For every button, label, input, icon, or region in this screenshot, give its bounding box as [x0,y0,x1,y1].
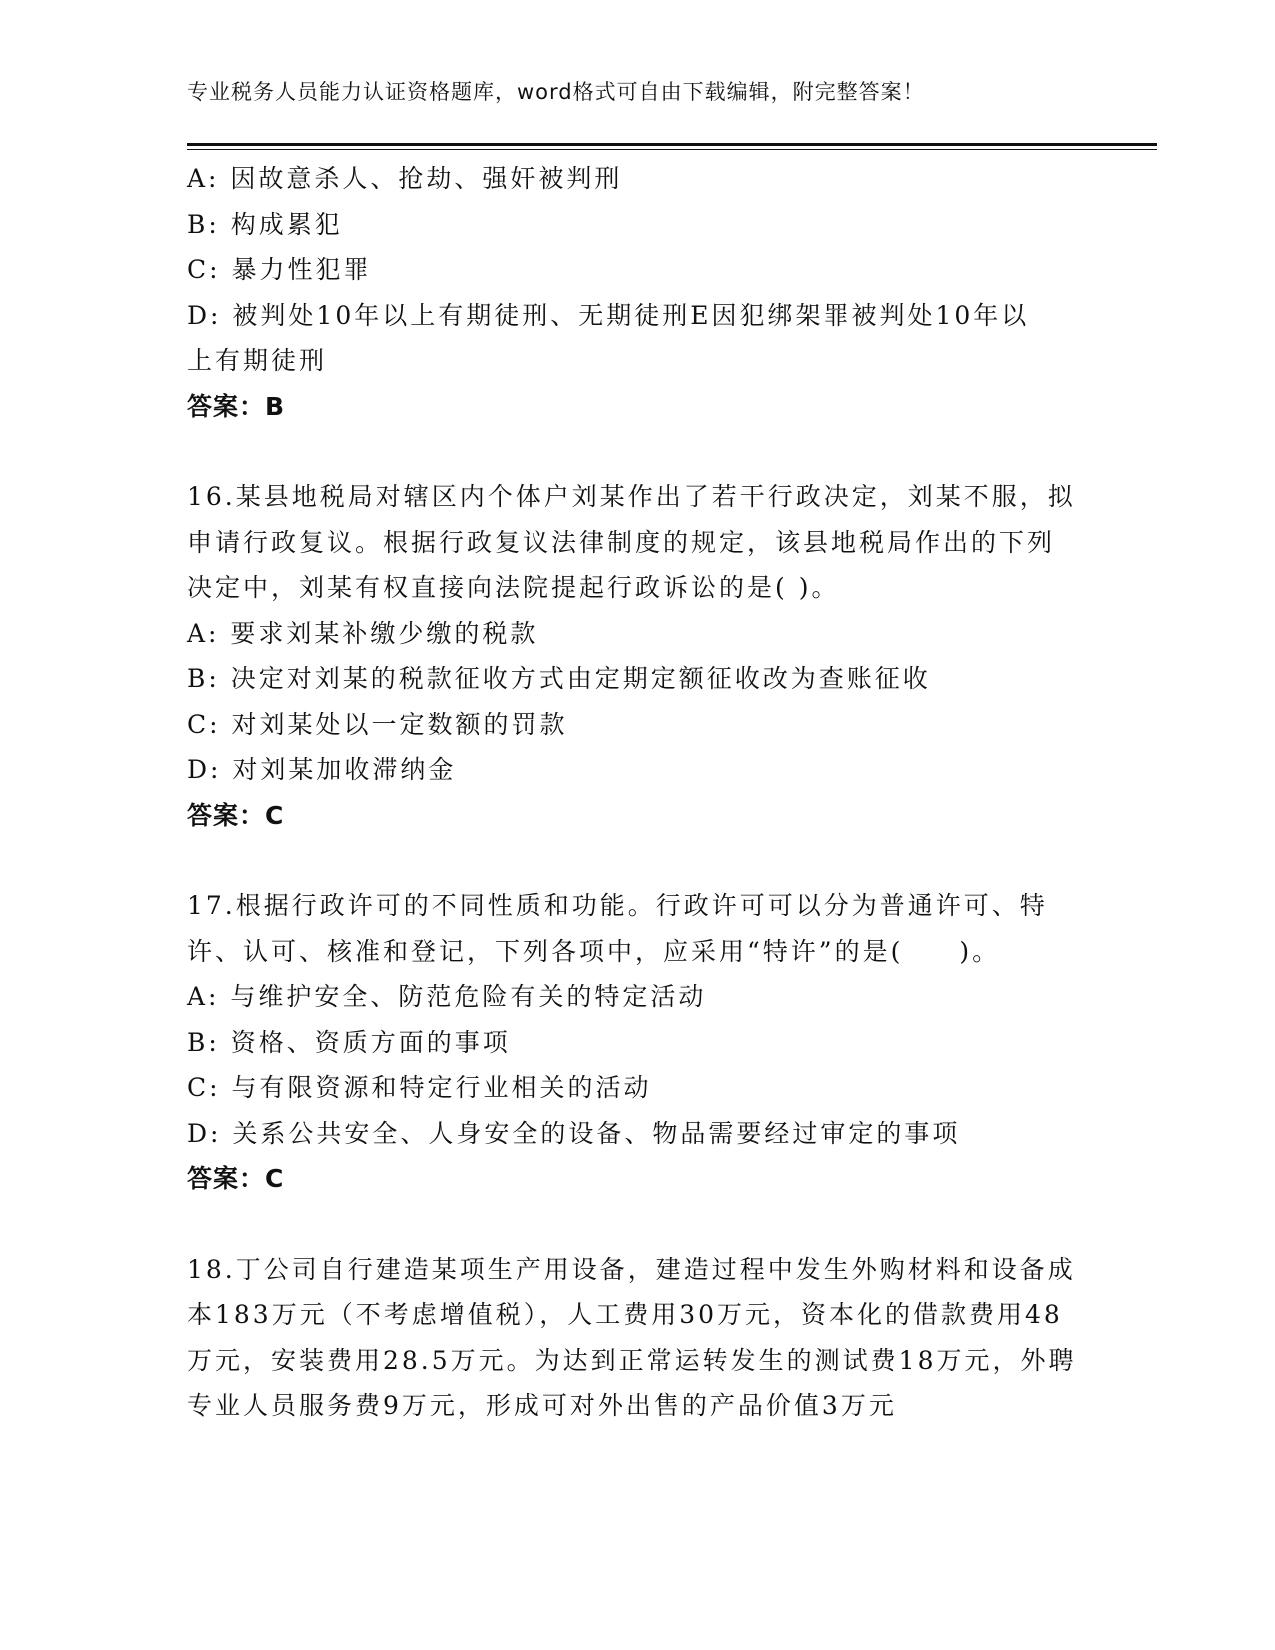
answer: 答案：B [187,391,286,421]
option-b: B: 决定对刘某的税款征收方式由定期定额征收改为查账征收 [187,664,931,693]
option-a: A: 与维护安全、防范危险有关的特定活动 [187,982,707,1011]
option-b: B: 资格、资质方面的事项 [187,1027,511,1057]
question-stem: 17.根据行政许可的不同性质和功能。行政许可可以分为普通许可、特许、认可、核准和登记，下列各项中，应采用“特许”的是( )。 [187,891,1048,966]
question-17-block [187,883,1087,1202]
option-a: A: 要求刘某补缴少缴的税款 [187,618,539,648]
option-a: A: 因故意杀人、抢劫、强奸被判刑 [187,164,623,193]
prev-question-block [187,156,1087,429]
header-rule-thick [187,143,1157,146]
question-18-block [187,1247,1087,1429]
spacer [187,1202,1087,1247]
option-d: D: 被判处10年以上有期徒刑、无期徒刑E因犯绑架罪被判处10年以上有期徒刑 [187,300,1030,375]
option-b: B: 构成累犯 [187,209,343,239]
answer: 答案：C [187,1164,285,1193]
option-c: C: 暴力性犯罪 [187,255,372,284]
option-c: C: 与有限资源和特定行业相关的活动 [187,1073,652,1102]
option-d: D: 关系公共安全、人身安全的设备、物品需要经过审定的事项 [187,1118,961,1148]
question-stem: 18.丁公司自行建造某项生产用设备，建造过程中发生外购材料和设备成本183万元（不考虑增值税），人工费用30万元，资本化的借款费用48万元，安装费用28.5万元。为达到正常运转发生的测试费18万元，外聘专业人员服务费9万元，形成可对外出售的产品价值3万元 [187,1254,1077,1420]
page-header: 专业税务人员能力认证资格题库，word格式可自由下载编辑，附完整答案！ [187,80,925,104]
question-stem: 16.某县地税局对辖区内个体户刘某作出了若干行政决定，刘某不服，拟申请行政复议。根据行政复议法律制度的规定，该县地税局作出的下列决定中，刘某有权直接向法院提起行政诉讼的是( )。 [187,482,1076,602]
document-content [187,156,1087,1429]
option-d: D: 对刘某加收滞纳金 [187,755,457,784]
option-c: C: 对刘某处以一定数额的罚款 [187,709,568,739]
answer: 答案：C [187,800,285,830]
spacer [187,838,1087,883]
header-rule-thin [187,149,1157,150]
question-16-block [187,474,1087,838]
spacer [187,429,1087,474]
